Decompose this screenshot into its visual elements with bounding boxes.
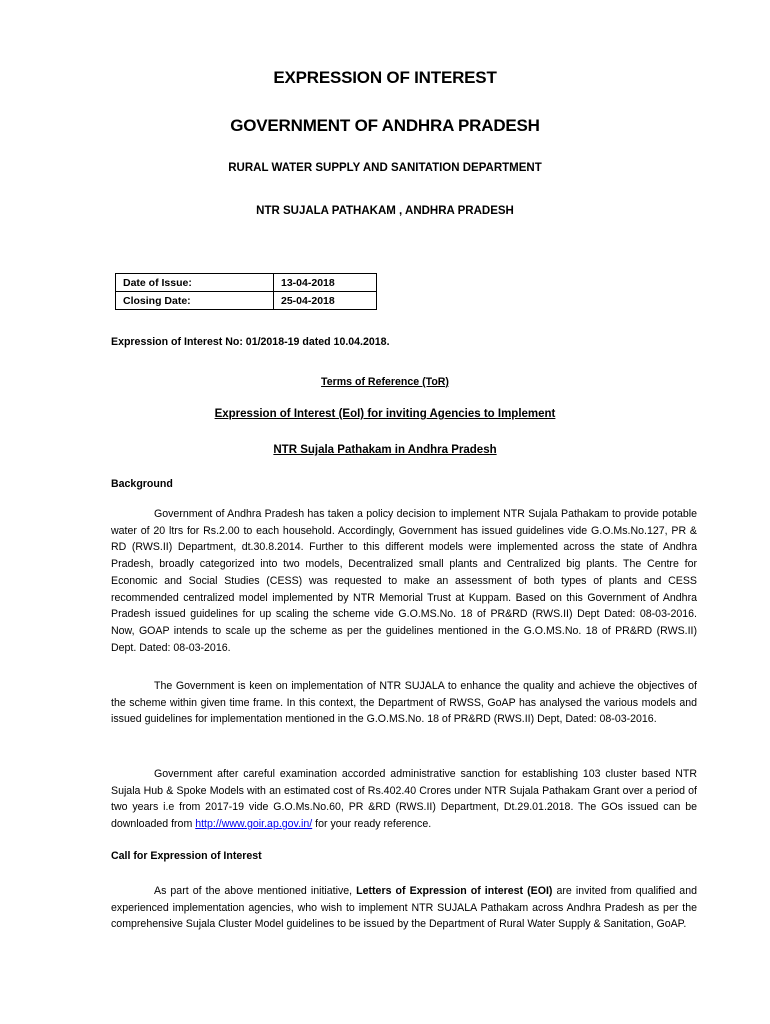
table-row: [116, 292, 377, 310]
department-heading: RURAL WATER SUPPLY AND SANITATION DEPARTMENT: [228, 162, 542, 174]
background-paragraph-1: [111, 506, 697, 656]
closing-date-label: Closing Date:: [116, 292, 274, 310]
paragraph-text: Government of Andhra Pradesh has taken a policy decision to implement NTR Sujala Pathakam to provide potable water of 20 ltrs for Rs.2.00 to each household. Accordingly, Government has issued guidelines vide G.O.Ms.No.127, PR & RD (RWS.II) Department, dt.30.8.2014. Further to this different models were implemented across the state of Andhra Pradesh, broadly categorized into two models, Decentralized small plants and Centralized big plants. The Centre for Economic and Social Studies (CESS) was requested to make an assessment of both types of plants and CESS recommended centralized model implemented by NTR Memorial Trust at Kuppam. Based on this Government of Andhra Pradesh issued guidelines for up scaling the scheme vide G.O.MS.No. 18 of PR&RD (RWS.II) Dept Dated: 08-03-2016. Now, GOAP intends to scale up the scheme as per the guidelines mentioned in the G.O.MS.No. 18 of PR&RD (RWS.II) Dept. Dated: 08-03-2016.: [111, 508, 697, 654]
paragraph-text: Government after careful examination accorded administrative sanction for establishing 103 cluster based NTR Sujala Hub & Spoke Models with an estimated cost of Rs.402.40 Crores under NTR Sujala Pathakam Grant over a period of two years i.e from 2017-19 vide G.O.Ms.No.60, PR &RD (RWS.II) Department, Dt.29.01.2018. The GOs issued can be downloaded from: [111, 768, 697, 831]
scheme-heading: NTR SUJALA PATHAKAM , ANDHRA PRADESH: [256, 205, 514, 217]
goir-link[interactable]: http://www.goir.ap.gov.in/: [195, 818, 313, 831]
closing-date-value: 25-04-2018: [274, 292, 377, 310]
background-heading: Background: [111, 478, 173, 490]
tor-heading: Terms of Reference (ToR): [321, 376, 449, 388]
dates-table: [115, 273, 377, 310]
issue-date-label: Date of Issue:: [116, 274, 274, 292]
issue-date-value: 13-04-2018: [274, 274, 377, 292]
background-paragraph-3: [111, 766, 697, 833]
doc-title: EXPRESSION OF INTEREST: [273, 68, 497, 87]
call-paragraph: [111, 883, 697, 933]
eoi-number: Expression of Interest No: 01/2018-19 dated 10.04.2018.: [111, 336, 390, 348]
paragraph-text: The Government is keen on implementation of NTR SUJALA to enhance the quality and achieve the objectives of the scheme within given time frame. In this context, the Department of RWSS, GoAP has analysed the various models and issued guidelines for implementation mentioned in the G.O.MS.No. 18 of PR&RD (RWS.II) Dept, Dated: 08-03-2016.: [111, 680, 697, 726]
paragraph-text-prefix: As part of the above mentioned initiative,: [154, 885, 357, 897]
paragraph-text-suffix: for your ready reference.: [312, 818, 432, 831]
table-row: [116, 274, 377, 292]
eoi-title: Expression of Interest (EoI) for inviting Agencies to Implement: [214, 408, 556, 420]
background-paragraph-2: [111, 678, 697, 728]
government-heading: GOVERNMENT OF ANDHRA PRADESH: [230, 116, 540, 135]
paragraph-text-bold: Letters of Expression of interest (EOI): [356, 885, 553, 897]
eoi-subtitle: NTR Sujala Pathakam in Andhra Pradesh: [273, 444, 497, 456]
call-heading: Call for Expression of Interest: [111, 850, 262, 862]
paragraph-text-suffix: are invited from qualified and experienced implementation agencies, who wish to implement NTR SUJALA Pathakam across Andhra Pradesh as per the comprehensive Sujala Cluster Model guidelines to be issued by the Department of Rural Water Supply & Sanitation, GoAP.: [111, 885, 697, 931]
